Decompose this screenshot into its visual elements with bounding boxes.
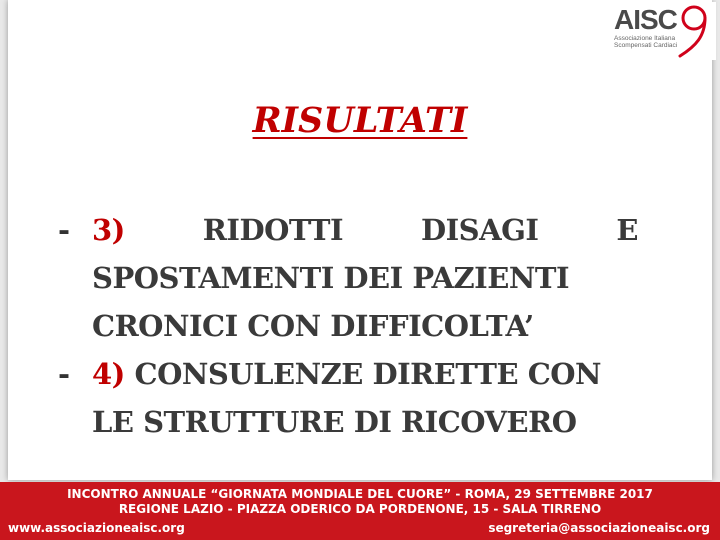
list-item bbox=[58, 350, 638, 446]
footer-website-link[interactable]: www.associazioneaisc.org bbox=[8, 521, 185, 535]
item-word: DISAGI bbox=[420, 213, 539, 247]
item-line: CRONICI CON DIFFICOLTA’ bbox=[92, 309, 534, 343]
list-dash: - bbox=[58, 213, 70, 247]
item-line bbox=[58, 350, 638, 398]
list-dash: - bbox=[58, 357, 70, 391]
slide-title: RISULTATI bbox=[252, 100, 468, 141]
logo-subtitle: Associazione Italiana Scompensati Cardiaci bbox=[614, 35, 678, 49]
item-line bbox=[58, 206, 638, 254]
aisc-logo bbox=[610, 2, 716, 60]
results-list bbox=[58, 206, 638, 446]
footer-event-line: INCONTRO ANNUALE “GIORNATA MONDIALE DEL CUORE” - ROMA, 29 SETTEMBRE 2017 bbox=[67, 487, 653, 501]
item-word: RIDOTTI bbox=[202, 213, 344, 247]
item-word: E bbox=[616, 213, 638, 247]
item-line: LE STRUTTURE DI RICOVERO bbox=[92, 405, 577, 439]
item-line: SPOSTAMENTI DEI PAZIENTI bbox=[92, 261, 570, 295]
footer-venue-line: REGIONE LAZIO - PIAZZA ODERICO DA PORDENONE, 15 - SALA TIRRENO bbox=[118, 502, 602, 516]
list-item bbox=[58, 206, 638, 350]
item-text: CONSULENZE DIRETTE CON bbox=[134, 357, 602, 391]
heart-nine-icon bbox=[674, 4, 714, 60]
logo-name: AISC bbox=[614, 4, 677, 35]
item-number: 3) bbox=[92, 213, 125, 247]
item-number: 4) bbox=[92, 357, 125, 391]
footer-email-link[interactable]: segreteria@associazioneaisc.org bbox=[488, 521, 710, 535]
footer-banner bbox=[0, 482, 720, 540]
